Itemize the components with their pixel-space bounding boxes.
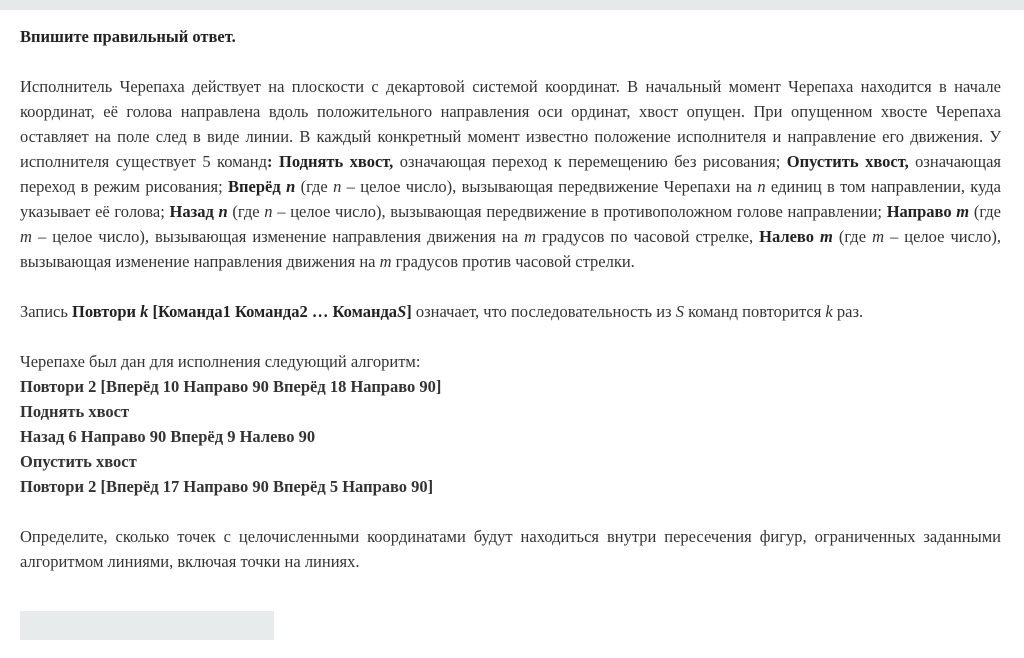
text: (где (832, 227, 873, 246)
algorithm-line: Опустить хвост (20, 452, 137, 471)
text: градусов по часовой стрелке, (536, 227, 760, 246)
text: единиц в том направлении, куда указывает её голова; (20, 177, 1001, 221)
var-m: m (20, 227, 32, 246)
command-back: Назад n (169, 202, 228, 221)
command-raise-tail: : Поднять хвост, (267, 152, 394, 171)
command-forward: Вперёд n (228, 177, 296, 196)
text: команд повторится (683, 302, 826, 321)
var-k: k (825, 302, 833, 321)
algorithm-listing (20, 374, 441, 499)
var-m: m (524, 227, 536, 246)
task-heading: Впишите правильный ответ. (20, 27, 236, 46)
text: (где (295, 177, 334, 196)
var-s: S (675, 302, 684, 321)
command-left: Налево m (759, 227, 833, 246)
algorithm-line: Поднять хвост (20, 402, 130, 421)
text: (где (227, 202, 265, 221)
repeat-description (20, 299, 1001, 324)
text: означает, что последовательность из (411, 302, 676, 321)
algorithm-line: Назад 6 Направо 90 Вперёд 9 Налево 90 (20, 427, 316, 446)
repeat-syntax: Повтори k [Команда1 Команда2 … КомандаS] (72, 302, 412, 321)
task-question: Определите, сколько точек с целочисленными координатами будут находиться внутри пересечения фигур, ограниченных заданными алгоритмом линиями, включая точки на линиях. (20, 527, 1001, 571)
task-description (20, 74, 1001, 274)
text: градусов против часовой стрелки. (391, 252, 635, 271)
text: раз. (832, 302, 864, 321)
text: – целое число), вызывающая изменение направления движения на (20, 227, 1002, 271)
var-n: n (757, 177, 766, 196)
text: – целое число), вызывающая изменение направления движения на (31, 227, 525, 246)
answer-input[interactable] (20, 611, 274, 640)
text: Запись (20, 302, 73, 321)
var-m: m (379, 252, 392, 271)
command-lower-tail: Опустить хвост, (786, 152, 909, 171)
text: – целое число), вызывающая передвижение в противоположном голове направлении; (272, 202, 887, 221)
command-right: Направо m (886, 202, 970, 221)
text: означающая переход в режим рисования; (20, 152, 1001, 196)
algorithm-line: Повтори 2 [Вперёд 17 Направо 90 Вперёд 5 Направо 90] (20, 477, 434, 496)
text: Исполнитель Черепаха действует на плоскости с декартовой системой координат. В начальный момент Черепаха находится в начале координат, её голова направлена вдоль положительного направления оси ординат, хвост опущен. При опущенном хвосте Черепаха оставляет на поле след в виде линии. В каждый конкретный момент известно положение исполнителя и направление его движения. У исполнителя существует 5 команд (20, 77, 1001, 171)
text: означающая переход к перемещению без рисования; (393, 152, 787, 171)
text: (где (969, 202, 1001, 221)
algorithm-line: Повтори 2 [Вперёд 10 Направо 90 Вперёд 18 Направо 90] (20, 377, 442, 396)
var-m: m (872, 227, 884, 246)
text: – целое число), вызывающая передвижение Черепахи на (341, 177, 758, 196)
top-bar (0, 0, 1024, 10)
var-n: n (264, 202, 273, 221)
var-n: n (333, 177, 342, 196)
algorithm-intro: Черепахе был дан для исполнения следующий алгоритм: (20, 352, 421, 371)
